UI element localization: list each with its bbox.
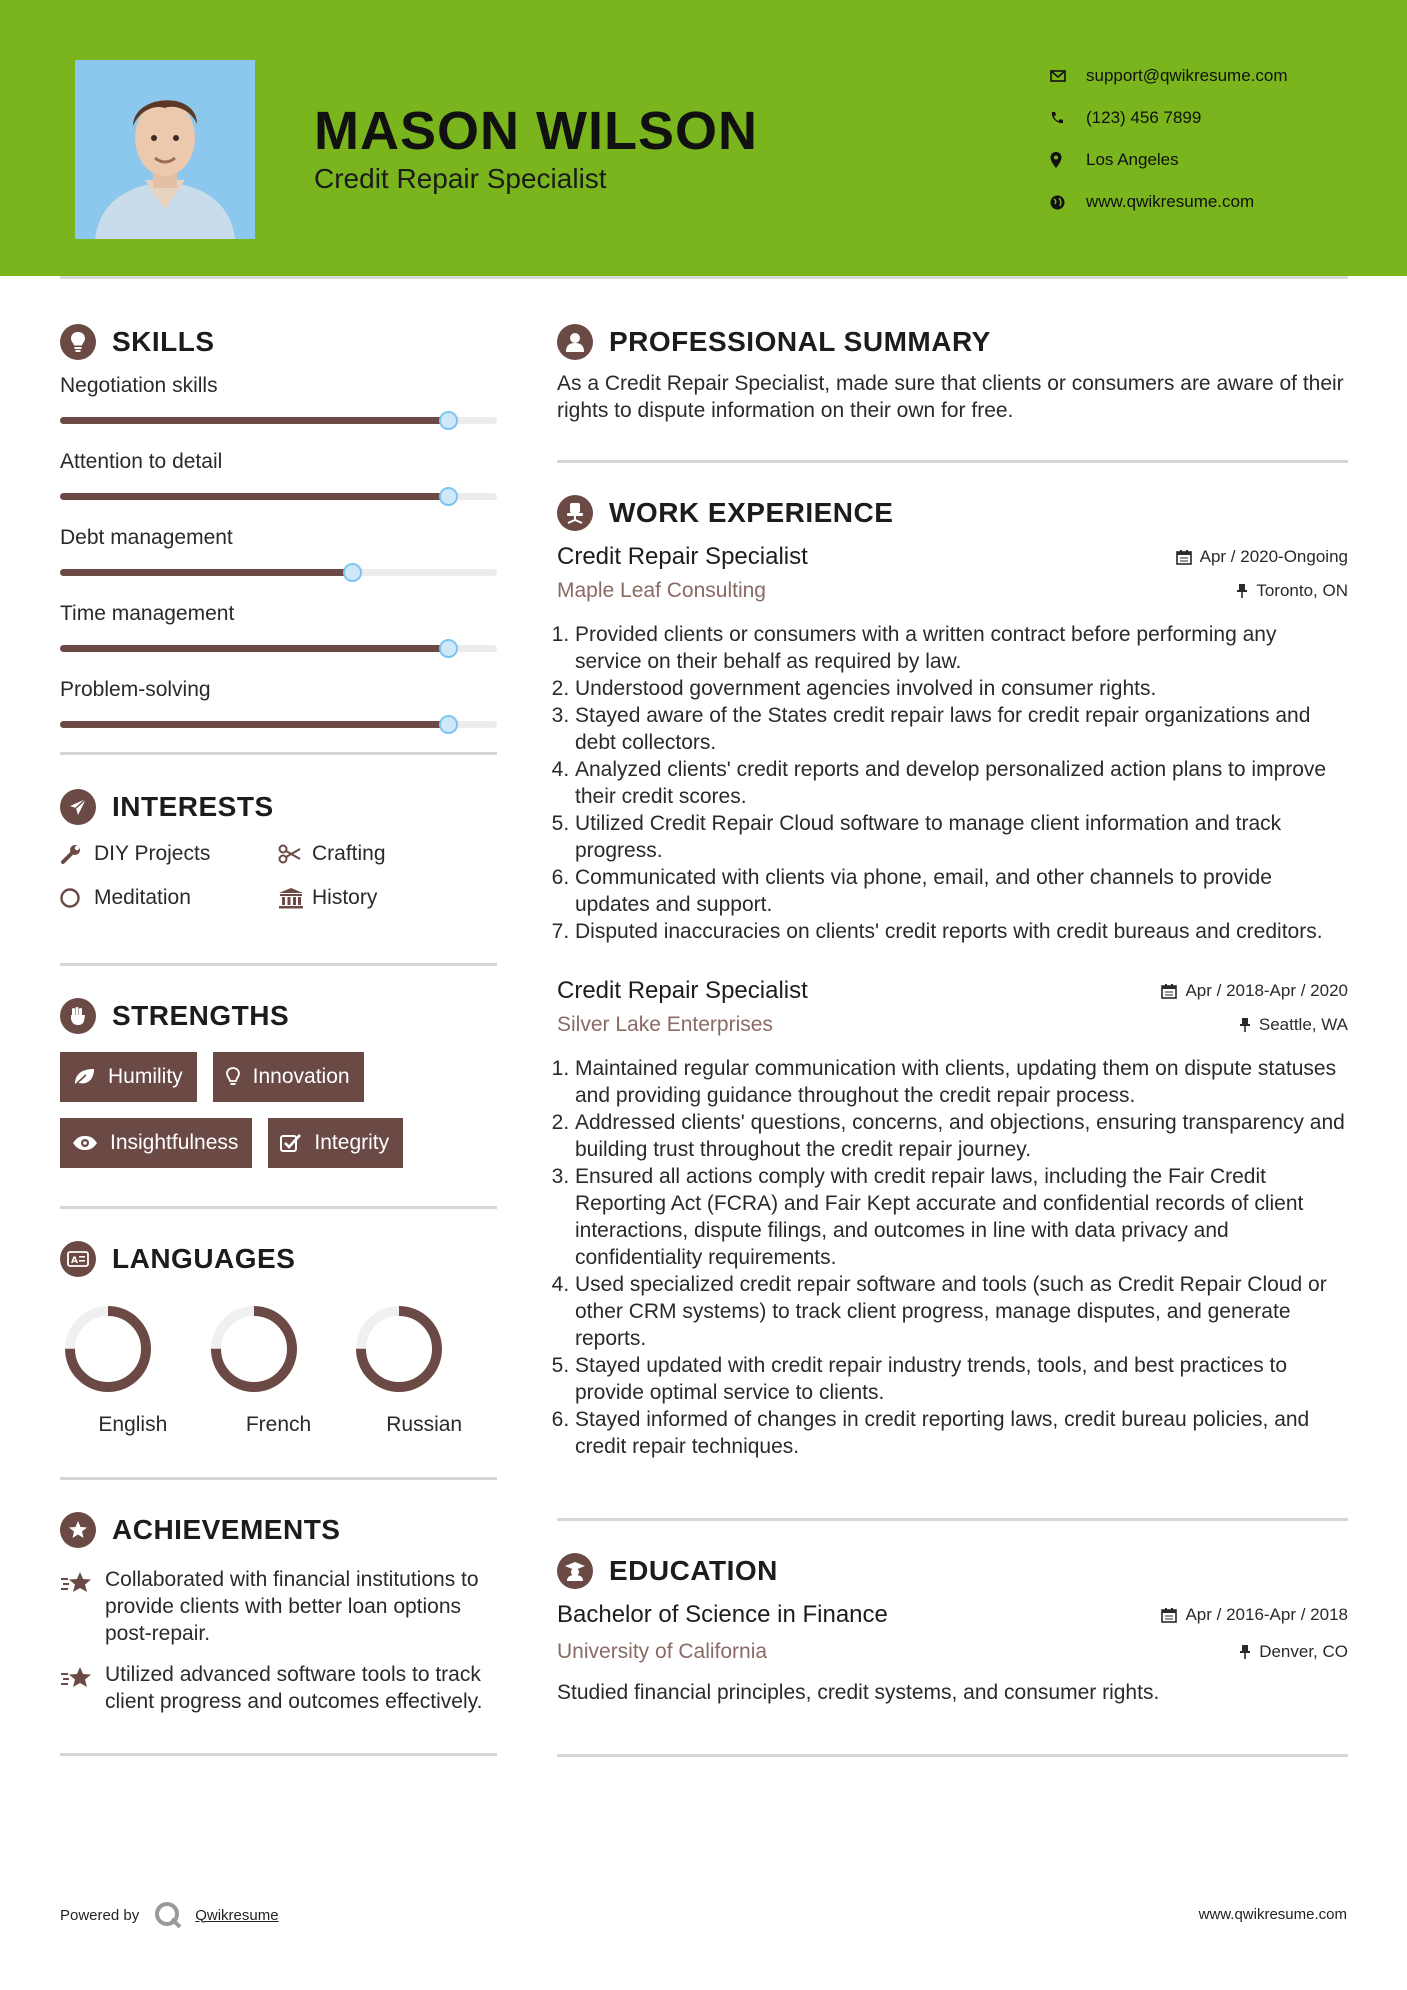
candidate-name: MASON WILSON bbox=[314, 101, 758, 161]
skill-level-fill bbox=[60, 417, 449, 424]
calendar-icon bbox=[1176, 549, 1192, 565]
skill-level-knob bbox=[439, 639, 458, 658]
footer-powered-by: Powered by Qwikresume bbox=[60, 1900, 279, 1930]
left-column bbox=[60, 320, 497, 1756]
wrench-icon bbox=[60, 843, 94, 865]
skill-level-bar bbox=[60, 645, 497, 652]
lightbulb-icon bbox=[225, 1066, 241, 1088]
school-name: University of California bbox=[557, 1640, 768, 1663]
strength-tag: Innovation bbox=[213, 1052, 364, 1102]
office-chair-icon bbox=[557, 495, 593, 531]
job-duties bbox=[557, 621, 1348, 945]
envelope-icon bbox=[1050, 70, 1086, 82]
translate-icon bbox=[60, 1241, 96, 1277]
contact-website[interactable]: www.qwikresume.com bbox=[1050, 181, 1288, 223]
calendar-icon bbox=[1161, 1607, 1177, 1623]
duty-item: 2. Understood government agencies involved in consumer rights. bbox=[575, 675, 1348, 702]
job-company: Silver Lake Enterprises bbox=[557, 1013, 773, 1036]
profile-photo bbox=[75, 60, 255, 239]
duty-item: 6. Stayed informed of changes in credit reporting laws, credit bureau policies, and credit repair techniques. bbox=[575, 1406, 1348, 1460]
qwikresume-link[interactable]: Qwikresume bbox=[195, 1906, 279, 1924]
user-icon bbox=[557, 324, 593, 360]
education-heading: EDUCATION bbox=[557, 1549, 1348, 1593]
language-item: English bbox=[60, 1301, 206, 1437]
star-badge-icon bbox=[60, 1512, 96, 1548]
strengths-tags bbox=[60, 1052, 497, 1168]
duty-item: 4. Analyzed clients' credit reports and develop personalized action plans to improve their credit scores. bbox=[575, 756, 1348, 810]
job-entry bbox=[557, 973, 1348, 1460]
achievement-item: Utilized advanced software tools to track client progress and outcomes effectively. bbox=[60, 1661, 497, 1715]
duty-item: 7. Disputed inaccuracies on clients' credit reports with credit bureaus and creditors. bbox=[575, 918, 1348, 945]
duty-item: 5. Utilized Credit Repair Cloud software to manage client information and track progress. bbox=[575, 810, 1348, 864]
skill-level-knob bbox=[343, 563, 362, 582]
strength-tag: Insightfulness bbox=[60, 1118, 252, 1168]
skill-item bbox=[60, 524, 497, 600]
education-location: Denver, CO bbox=[1239, 1642, 1348, 1662]
skill-level-fill bbox=[60, 569, 353, 576]
language-item: French bbox=[206, 1301, 352, 1437]
lightbulb-icon bbox=[60, 324, 96, 360]
skill-level-fill bbox=[60, 721, 449, 728]
job-entry bbox=[557, 539, 1348, 945]
graduate-icon bbox=[557, 1553, 593, 1589]
skill-label: Time management bbox=[60, 602, 235, 625]
section-divider bbox=[60, 1477, 497, 1480]
skill-label: Negotiation skills bbox=[60, 374, 218, 397]
languages-heading: A LANGUAGES bbox=[60, 1237, 497, 1281]
phone-icon bbox=[1050, 111, 1086, 125]
resume-header bbox=[0, 0, 1407, 276]
interest-item: History bbox=[278, 883, 497, 913]
paper-plane-icon bbox=[60, 789, 96, 825]
work-heading: WORK EXPERIENCE bbox=[557, 491, 1348, 535]
job-title: Credit Repair Specialist bbox=[557, 977, 808, 1004]
skill-level-fill bbox=[60, 493, 449, 500]
job-dates: Apr / 2018-Apr / 2020 bbox=[1161, 981, 1348, 1001]
job-duties bbox=[557, 1055, 1348, 1460]
duty-item: 1. Maintained regular communication with clients, updating them on dispute statuses and providing guidance throughout the credit repair process. bbox=[575, 1055, 1348, 1109]
duty-item: 5. Stayed updated with credit repair industry trends, tools, and best practices to provide optimal service to clients. bbox=[575, 1352, 1348, 1406]
job-location: Toronto, ON bbox=[1236, 581, 1348, 601]
interest-item: DIY Projects bbox=[60, 839, 278, 869]
job-location: Seattle, WA bbox=[1239, 1015, 1348, 1035]
summary-heading: PROFESSIONAL SUMMARY bbox=[557, 320, 1348, 364]
section-divider bbox=[60, 1753, 497, 1756]
education-entry bbox=[557, 1597, 1348, 1706]
contact-email[interactable]: support@qwikresume.com bbox=[1050, 55, 1288, 97]
skill-level-knob bbox=[439, 715, 458, 734]
interest-item: Meditation bbox=[60, 883, 278, 913]
achievements-heading: ACHIEVEMENTS bbox=[60, 1508, 497, 1552]
job-title: Credit Repair Specialist bbox=[557, 543, 808, 570]
skills-heading: SKILLS bbox=[60, 320, 497, 364]
star-icon bbox=[60, 1661, 105, 1715]
skill-level-bar bbox=[60, 569, 497, 576]
section-divider bbox=[60, 1206, 497, 1209]
map-pin-icon bbox=[1050, 152, 1086, 168]
duty-item: 1. Provided clients or consumers with a written contract before performing any service on their behalf as required by law. bbox=[575, 621, 1348, 675]
education-description: Studied financial principles, credit systems, and consumer rights. bbox=[557, 1681, 1160, 1704]
right-column bbox=[557, 320, 1348, 1757]
interest-item: Crafting bbox=[278, 839, 497, 869]
eye-icon bbox=[72, 1135, 98, 1151]
interests-list bbox=[60, 839, 497, 913]
leaf-icon bbox=[72, 1067, 96, 1087]
strength-tag: Integrity bbox=[268, 1118, 403, 1168]
duty-item: 6. Communicated with clients via phone, email, and other channels to provide updates and support. bbox=[575, 864, 1348, 918]
contact-list bbox=[1050, 55, 1288, 223]
contact-location: Los Angeles bbox=[1050, 139, 1288, 181]
candidate-role: Credit Repair Specialist bbox=[314, 163, 607, 194]
skill-level-fill bbox=[60, 645, 449, 652]
pushpin-icon bbox=[1236, 583, 1248, 599]
calendar-icon bbox=[1161, 983, 1177, 999]
fist-icon bbox=[60, 998, 96, 1034]
interests-heading: INTERESTS bbox=[60, 785, 497, 829]
section-divider bbox=[60, 752, 497, 755]
skill-level-knob bbox=[439, 487, 458, 506]
language-item: Russian bbox=[351, 1301, 497, 1437]
skill-item bbox=[60, 448, 497, 524]
skill-level-bar bbox=[60, 721, 497, 728]
achievement-item: Collaborated with financial institutions to provide clients with better loan options post-repair. bbox=[60, 1566, 497, 1647]
section-divider bbox=[557, 1518, 1348, 1521]
footer-website[interactable]: www.qwikresume.com bbox=[1198, 1906, 1347, 1923]
skill-level-bar bbox=[60, 417, 497, 424]
globe-icon bbox=[1050, 195, 1086, 210]
job-dates: Apr / 2020-Ongoing bbox=[1176, 547, 1348, 567]
education-dates: Apr / 2016-Apr / 2018 bbox=[1161, 1605, 1348, 1625]
pushpin-icon bbox=[1239, 1017, 1251, 1033]
qwikresume-logo-icon bbox=[153, 1900, 183, 1930]
check-square-icon bbox=[280, 1133, 302, 1153]
language-level-ring bbox=[60, 1301, 156, 1397]
skill-item bbox=[60, 676, 497, 752]
degree-title: Bachelor of Science in Finance bbox=[557, 1601, 888, 1628]
section-divider bbox=[557, 460, 1348, 463]
circle-icon bbox=[60, 887, 94, 909]
svg-text:A: A bbox=[71, 1256, 78, 1266]
skill-label: Debt management bbox=[60, 526, 233, 549]
scissors-icon bbox=[278, 844, 312, 864]
skill-label: Attention to detail bbox=[60, 450, 223, 473]
bank-icon bbox=[278, 887, 312, 909]
skill-item bbox=[60, 600, 497, 676]
section-divider bbox=[60, 963, 497, 966]
languages-list bbox=[60, 1301, 497, 1437]
skill-level-knob bbox=[439, 411, 458, 430]
summary-text: As a Credit Repair Specialist, made sure that clients or consumers are aware of their rights to dispute information on their own for free. bbox=[557, 372, 1344, 422]
duty-item: 3. Ensured all actions comply with credit repair laws, including the Fair Credit Reporting Act (FCRA) and Fair Kept accurate and confidential records of client interactions, dispute filings, and outcomes in line with data privacy and confidentiality requirements. bbox=[575, 1163, 1348, 1271]
job-company: Maple Leaf Consulting bbox=[557, 579, 766, 602]
duty-item: 3. Stayed aware of the States credit repair laws for credit repair organizations and debt collectors. bbox=[575, 702, 1348, 756]
header-divider bbox=[60, 276, 1348, 279]
duty-item: 4. Used specialized credit repair software and tools (such as Credit Repair Cloud or other CRM systems) to track client progress, manage disputes, and generate reports. bbox=[575, 1271, 1348, 1352]
strengths-heading: STRENGTHS bbox=[60, 994, 497, 1038]
section-divider bbox=[557, 1754, 1348, 1757]
language-level-ring bbox=[351, 1301, 447, 1397]
skill-label: Problem-solving bbox=[60, 678, 211, 701]
skills-list bbox=[60, 372, 497, 752]
duty-item: 2. Addressed clients' questions, concerns, and objections, ensuring transparency and building trust throughout the credit repair journey. bbox=[575, 1109, 1348, 1163]
language-level-ring bbox=[206, 1301, 302, 1397]
skill-level-bar bbox=[60, 493, 497, 500]
skill-item bbox=[60, 372, 497, 448]
pushpin-icon bbox=[1239, 1644, 1251, 1660]
star-icon bbox=[60, 1566, 105, 1647]
contact-phone[interactable]: (123) 456 7899 bbox=[1050, 97, 1288, 139]
strength-tag: Humility bbox=[60, 1052, 197, 1102]
